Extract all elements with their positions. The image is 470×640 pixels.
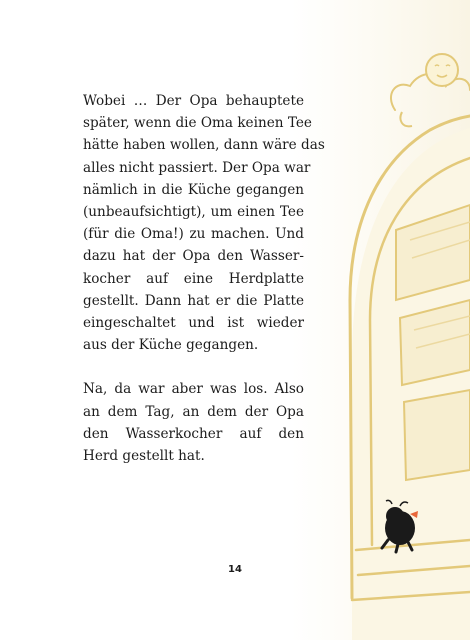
text-line: alles nicht passiert. Der Opa war bbox=[83, 159, 311, 176]
text-line: gestellt. Dann hat er die Platte bbox=[83, 292, 304, 309]
text-line: nämlich in die Küche gegangen bbox=[83, 181, 304, 198]
text-line: Na, da war aber was los. Also bbox=[83, 381, 304, 398]
text-line: dazu hat der Opa den Wasser- bbox=[83, 248, 304, 265]
paragraph-1 bbox=[83, 90, 325, 356]
page-number: 14 bbox=[228, 564, 242, 575]
door-panel-lower bbox=[404, 390, 470, 480]
text-line: (für die Oma!) zu machen. Und bbox=[83, 226, 304, 243]
text-line: später, wenn die Oma keinen Tee bbox=[83, 115, 312, 132]
text-line: aus der Küche gegangen. bbox=[83, 337, 259, 354]
text-line: eingeschaltet und ist wieder bbox=[83, 315, 304, 332]
story-text bbox=[83, 90, 325, 467]
text-line: (unbeaufsichtigt), um einen Tee bbox=[83, 204, 304, 221]
text-line: Wobei … Der Opa behauptete bbox=[83, 93, 304, 109]
text-line: Herd gestellt hat. bbox=[83, 448, 205, 465]
ornament-face bbox=[426, 54, 458, 86]
text-line: kocher auf eine Herdplatte bbox=[83, 270, 304, 287]
text-line: hätte haben wollen, dann wäre das bbox=[83, 137, 325, 154]
text-line: den Wasserkocher auf den bbox=[83, 425, 304, 442]
paragraph-gap bbox=[83, 356, 304, 378]
paragraph-2 bbox=[83, 378, 304, 467]
text-line: an dem Tag, an dem der Opa bbox=[83, 403, 304, 420]
